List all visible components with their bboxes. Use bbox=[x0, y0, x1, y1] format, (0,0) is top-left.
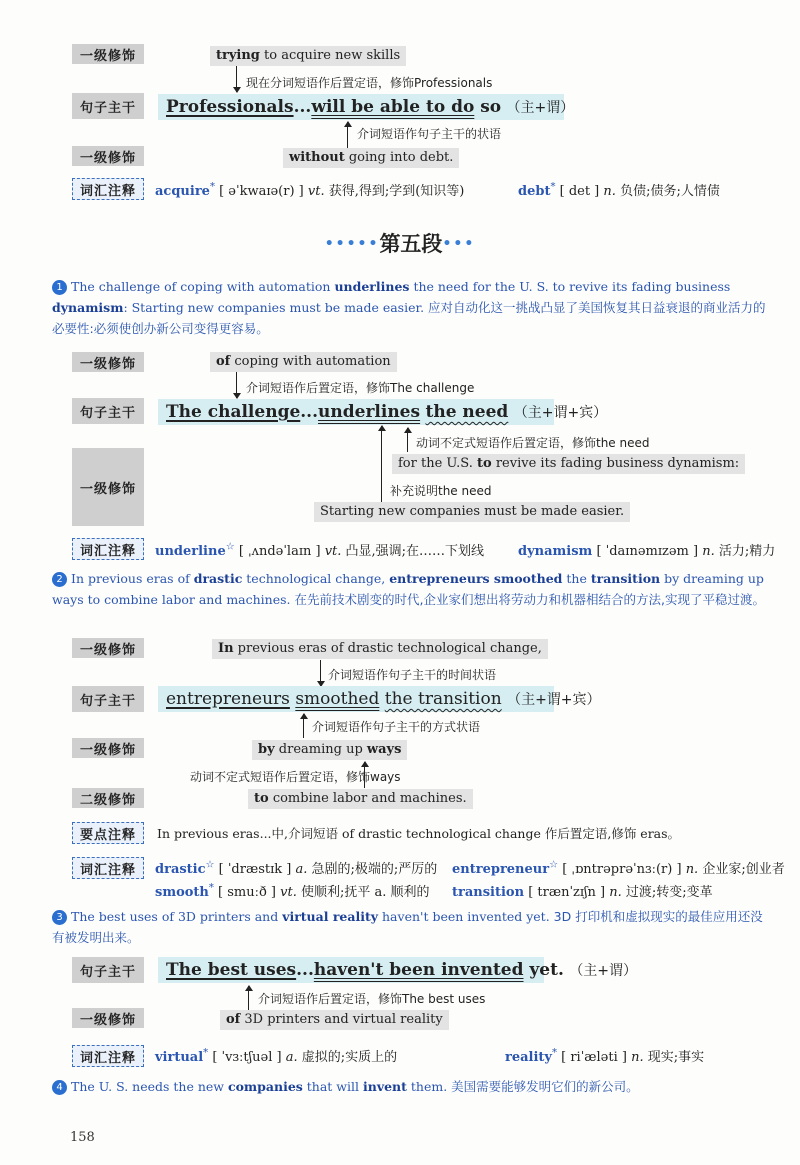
paragraph-4 bbox=[52, 1076, 768, 1097]
arrow-up bbox=[303, 714, 304, 738]
sentence-text: that will bbox=[302, 1079, 363, 1094]
grammar-note: 介词短语作句子主干的方式状语 bbox=[312, 720, 481, 734]
arrow-down bbox=[236, 372, 237, 398]
arrow-up bbox=[381, 426, 382, 504]
arrow-up bbox=[364, 762, 365, 788]
sentence-number-badge: 2 bbox=[52, 572, 67, 587]
grammar-note: 介词短语作后置定语，修饰The best uses bbox=[258, 992, 486, 1006]
grammar-note: 补充说明the need bbox=[390, 484, 492, 498]
sentence-text: them. bbox=[406, 1079, 452, 1094]
label-vocab-note: 词汇注释 bbox=[72, 857, 144, 879]
key-note-text: In previous eras...中,介词短语 of drastic technological change 作后置定语,修饰 eras。 bbox=[157, 826, 681, 841]
modifier-phrase: by dreaming up ways bbox=[252, 740, 407, 760]
label-first-mod: 一级修饰 bbox=[72, 1008, 144, 1028]
sentence-text: The U. S. needs the new bbox=[71, 1079, 228, 1094]
arrow-down bbox=[236, 66, 237, 92]
paragraph-2 bbox=[52, 568, 768, 610]
arrow-up bbox=[407, 428, 408, 452]
section-title: •••••第五段••• bbox=[324, 232, 476, 256]
label-vocab-note: 词汇注释 bbox=[72, 538, 144, 560]
grammar-note: 现在分词短语作后置定语，修饰Professionals bbox=[246, 76, 493, 90]
label-main-clause: 句子主干 bbox=[72, 957, 144, 983]
vocab-entry: acquire* [ əˈkwaɪə(r) ] vt. 获得,得到;学到(知识等) bbox=[155, 181, 465, 199]
sentence-text: haven't been invented yet. bbox=[378, 909, 554, 924]
vocab-entry: reality* [ riˈæləti ] n. 现实;事实 bbox=[505, 1047, 705, 1065]
grammar-note: 介词短语作句子主干的时间状语 bbox=[328, 668, 497, 682]
modifier-phrase: of coping with automation bbox=[210, 352, 397, 372]
vocab-entry: dynamism [ ˈdaɪnəmɪzəm ] n. 活力;精力 bbox=[518, 544, 776, 559]
vocab-entry: underline☆ [ ˌʌndəˈlaɪn ] vt. 凸显,强调;在……下划线 bbox=[155, 541, 485, 559]
translation-text: 3D 打印机和虚拟现实的最佳应用还没有被发明出来。 bbox=[52, 909, 763, 945]
grammar-note: 动词不定式短语作后置定语，修饰the need bbox=[416, 436, 650, 450]
modifier-phrase: to combine labor and machines. bbox=[248, 789, 473, 809]
label-key-note: 要点注释 bbox=[72, 822, 144, 844]
label-vocab-note: 词汇注释 bbox=[72, 178, 144, 200]
arrow-down bbox=[320, 660, 321, 686]
key-word: invent bbox=[362, 1079, 407, 1094]
sentence-number-badge: 4 bbox=[52, 1080, 67, 1095]
vocab-entry: drastic☆ [ ˈdræstɪk ] a. 急剧的;极端的;严厉的 bbox=[155, 859, 438, 877]
label-first-mod: 一级修饰 bbox=[72, 44, 144, 64]
key-word: underlines bbox=[334, 279, 410, 294]
translation-text: 在先前技术剧变的时代,企业家们想出将劳动力和机器相结合的方法,实现了平稳过渡。 bbox=[294, 592, 765, 607]
label-first-mod: 一级修饰 bbox=[72, 738, 144, 758]
translation-text: 应对自动化这一挑战凸显了美国恢复其日益衰退的商业活力的必要性:必须使创办新公司变得更容易。 bbox=[52, 300, 766, 336]
sentence-text: The challenge of coping with automation bbox=[71, 279, 335, 294]
sentence-text: The best uses of 3D printers and bbox=[71, 909, 283, 924]
grammar-note: 介词短语作句子主干的状语 bbox=[357, 127, 502, 141]
vocab-entry: virtual* [ ˈvɜːtʃuəl ] a. 虚拟的;实质上的 bbox=[155, 1047, 398, 1065]
paragraph-1 bbox=[52, 276, 768, 339]
sentence-text: the need for the U. S. to revive its fading business bbox=[409, 279, 731, 294]
modifier-phrase: of 3D printers and virtual reality bbox=[220, 1010, 449, 1030]
key-word: entrepreneurs smoothed bbox=[389, 571, 563, 586]
modifier-phrase: Starting new companies must be made easier. bbox=[314, 502, 630, 522]
translation-text: 美国需要能够发明它们的新公司。 bbox=[451, 1079, 639, 1094]
key-word: companies bbox=[227, 1079, 303, 1094]
key-word: drastic bbox=[193, 571, 243, 586]
sentence-number-badge: 3 bbox=[52, 910, 67, 925]
label-first-mod: 一级修饰 bbox=[72, 448, 144, 526]
sentence-text: : Starting new companies must be made easier. bbox=[123, 300, 429, 315]
arrow-up bbox=[347, 122, 348, 148]
modifier-phrase: trying to acquire new skills bbox=[210, 46, 406, 66]
key-word: transition bbox=[590, 571, 661, 586]
label-main-clause: 句子主干 bbox=[72, 686, 144, 712]
vocab-entry: entrepreneur☆ [ ˌɒntrəprəˈnɜː(r) ] n. 企业家;创业者 bbox=[452, 859, 785, 877]
sentence-number-badge: 1 bbox=[52, 280, 67, 295]
label-second-mod: 二级修饰 bbox=[72, 788, 144, 808]
page-number: 158 bbox=[70, 1130, 95, 1145]
label-first-mod: 一级修饰 bbox=[72, 146, 144, 166]
label-main-clause: 句子主干 bbox=[72, 93, 144, 119]
sentence-text: by dreaming up ways to combine labor and machines. bbox=[52, 571, 764, 607]
sentence-text: the bbox=[562, 571, 591, 586]
vocab-entry: smooth* [ smuːð ] vt. 使顺利;抚平 a. 顺利的 bbox=[155, 882, 430, 900]
modifier-phrase: In previous eras of drastic technological change, bbox=[212, 639, 548, 659]
main-clause: entrepreneurs smoothed the transition （主+谓+宾） bbox=[158, 686, 554, 712]
sentence-text: technological change, bbox=[242, 571, 390, 586]
paragraph-3 bbox=[52, 906, 768, 948]
main-clause: The challenge...underlines the need （主+谓+宾） bbox=[158, 399, 554, 425]
label-main-clause: 句子主干 bbox=[72, 398, 144, 424]
label-first-mod: 一级修饰 bbox=[72, 638, 144, 658]
modifier-phrase: without going into debt. bbox=[283, 148, 459, 168]
label-first-mod: 一级修饰 bbox=[72, 352, 144, 372]
main-clause: The best uses...haven't been invented yet. （主+谓） bbox=[158, 957, 544, 983]
key-word: virtual reality bbox=[282, 909, 379, 924]
vocab-entry: debt* [ det ] n. 负债;债务;人情债 bbox=[518, 181, 720, 199]
key-word: dynamism bbox=[52, 300, 124, 315]
grammar-note: 介词短语作后置定语，修饰The challenge bbox=[246, 381, 475, 395]
vocab-entry: transition [ trænˈzɪʃn ] n. 过渡;转变;变革 bbox=[452, 885, 713, 900]
main-clause: Professionals...will be able to do so （主+谓） bbox=[158, 94, 564, 120]
label-vocab-note: 词汇注释 bbox=[72, 1045, 144, 1067]
modifier-phrase: for the U.S. to revive its fading business dynamism: bbox=[392, 454, 745, 474]
grammar-note: 动词不定式短语作后置定语，修饰ways bbox=[190, 770, 401, 784]
sentence-text: In previous eras of bbox=[71, 571, 194, 586]
arrow-up bbox=[248, 986, 249, 1010]
